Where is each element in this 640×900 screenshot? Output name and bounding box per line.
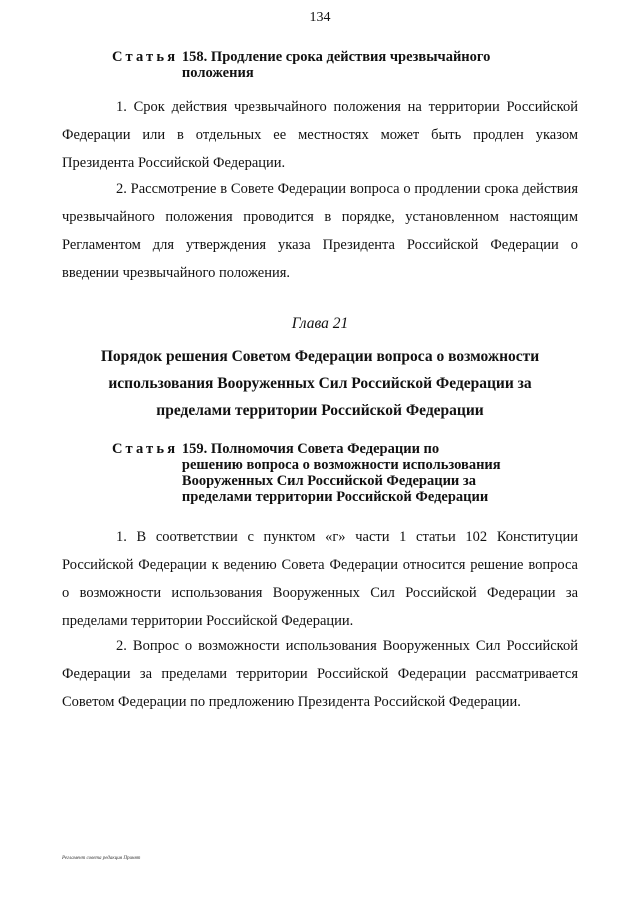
article-159-title: 159. Полномочия Совета Федерации по решению вопроса о возможности использования Вооруженных Сил Российской Федерации за пределами территории Российской Федерации — [181, 441, 501, 505]
article-158-label: Статья — [112, 49, 179, 65]
chapter-title: Порядок решения Советом Федерации вопроса о возможности использования Вооруженных Сил Российской Федерации за пределами территории Российской Федерации — [100, 348, 540, 419]
article-159-paragraph-2: 2. Вопрос о возможности использования Вооруженных Сил Российской Федерации за пределами территории Российской Федерации рассматривается Советом Федерации по предложению Президента Российской Федерации. — [62, 638, 578, 710]
footer-note: Регламент совета редакция Принят — [62, 856, 141, 861]
chapter-label: Глава 21 — [291, 315, 349, 332]
article-158-title: 158. Продление срока действия чрезвычайного положения — [181, 49, 491, 81]
article-158-paragraph-1: 1. Срок действия чрезвычайного положения на территории Российской Федерации или в отдельных ее местностях может быть продлен указом Президента Российской Федерации. — [62, 99, 578, 171]
page-number: 134 — [309, 10, 331, 25]
article-159-heading — [112, 441, 552, 505]
article-159-paragraph-1: 1. В соответствии с пунктом «г» части 1 статьи 102 Конституции Российской Федерации к ведению Совета Федерации относится решение вопроса о возможности использования Вооруженных Сил Российской Федерации за пределами территории Российской Федерации. — [62, 529, 578, 629]
article-158-paragraph-2: 2. Рассмотрение в Совете Федерации вопроса о продлении срока действия чрезвычайного положения проводится в порядке, установленном настоящим Регламентом для утверждения указа Президента Российской Федерации о введении чрезвычайного положения. — [62, 181, 578, 281]
article-159-label: Статья — [112, 441, 179, 457]
article-158-heading — [112, 49, 552, 81]
